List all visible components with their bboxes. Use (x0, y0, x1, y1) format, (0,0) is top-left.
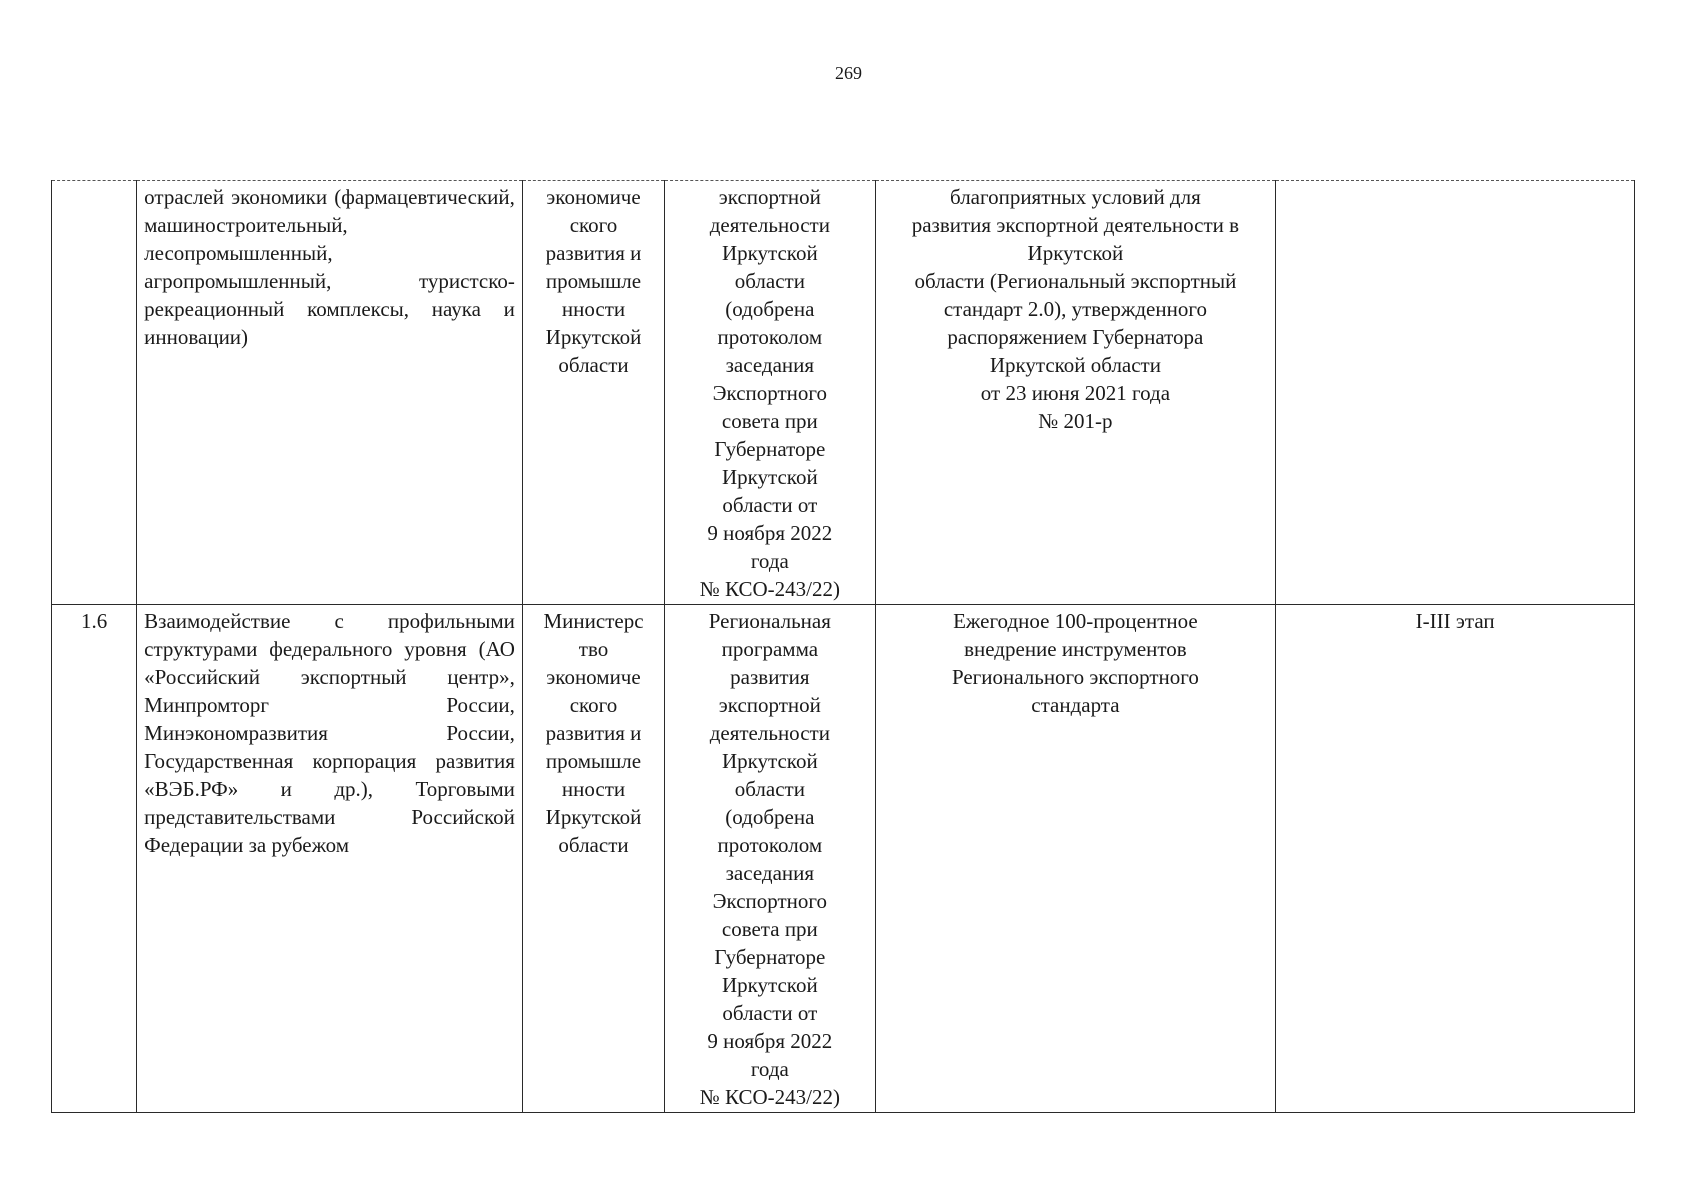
cell-number (52, 181, 137, 605)
cell-stage (1276, 181, 1635, 605)
cell-stage: I-III этап (1276, 605, 1635, 1113)
cell-executor: экономиче ского развития и промышле нности Иркутской области (522, 181, 664, 605)
cell-executor: Министерс тво экономиче ского развития и промышле нности Иркутской области (522, 605, 664, 1113)
table-row (52, 605, 1635, 1113)
cell-result: благоприятных условий для развития экспортной деятельности в Иркутской области (Региональный экспортный стандарт 2.0), утвержденного распоряжением Губернатора Иркутской области от 23 июня 2021 года № 201-р (875, 181, 1276, 605)
cell-event: Взаимодействие с профильными структурами федерального уровня (АО «Российский экспортный центр», Минпромторг России, Минэкономразвития России, Государственная корпорация развития «ВЭБ.РФ» и др.), Торговыми представительствами Российской Федерации за рубежом (137, 605, 523, 1113)
cell-basis: экспортной деятельности Иркутской области (одобрена протоколом заседания Экспортного совета при Губернаторе Иркутской области от 9 ноября 2022 года № КСО-243/22) (665, 181, 875, 605)
page-number: 269 (835, 63, 862, 83)
cell-event: отраслей экономики (фармацевтический, машиностроительный, лесопромышленный, агропромышленный, туристско-рекреационный комплексы, наука и инновации) (137, 181, 523, 605)
cell-number: 1.6 (52, 605, 137, 1113)
table-row (52, 181, 1635, 605)
cell-basis: Региональная программа развития экспортной деятельности Иркутской области (одобрена протоколом заседания Экспортного совета при Губернаторе Иркутской области от 9 ноября 2022 года № КСО-243/22) (665, 605, 875, 1113)
cell-result: Ежегодное 100-процентное внедрение инструментов Регионального экспортного стандарта (875, 605, 1276, 1113)
measures-table (51, 180, 1635, 1113)
